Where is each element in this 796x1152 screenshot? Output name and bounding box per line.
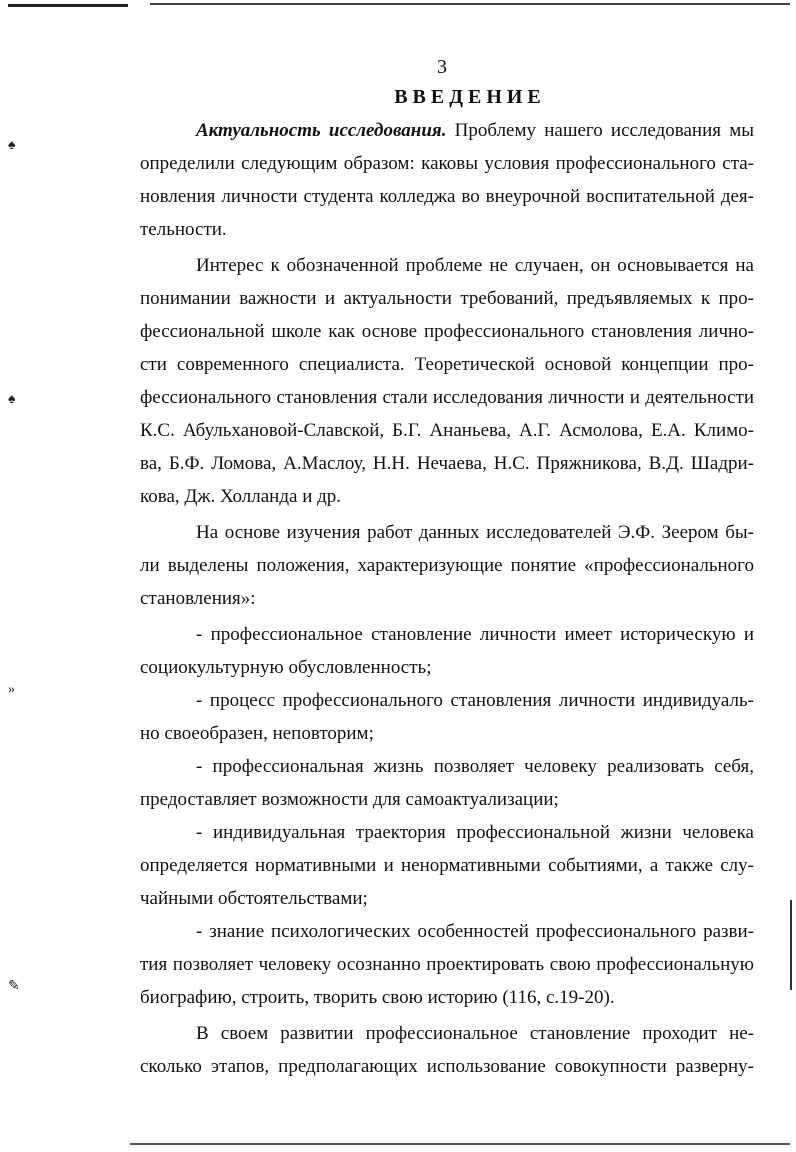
- text-line: биографию, строить, творить свою историю (116, с.19-20).: [140, 987, 615, 1008]
- text-line: К.С. Абульхановой-Славской, Б.Г. Ананьева, А.Г. Асмолова, Е.А. Климо-: [140, 420, 754, 441]
- section-heading: ВВЕДЕНИЕ: [394, 86, 546, 108]
- text-line: - процесс профессионального становления личности индивидуаль-: [196, 690, 754, 711]
- text-line: предоставляет возможности для самоактуализации;: [140, 789, 559, 810]
- scan-artifact-mark: ♠: [8, 138, 16, 153]
- text-line: - профессиональная жизнь позволяет человеку реализовать себя,: [196, 756, 754, 777]
- text-line: сколько этапов, предполагающих использование совокупности разверну-: [140, 1056, 754, 1077]
- text-line: Интерес к обозначенной проблеме не случаен, он основывается на: [196, 255, 754, 276]
- text-line: тельности.: [140, 219, 227, 240]
- text-line: новления личности студента колледжа во внеурочной воспитательной дея-: [140, 186, 754, 207]
- page-number: 3: [437, 56, 447, 78]
- text-line: фессионального становления стали исследования личности и деятельности: [140, 387, 754, 408]
- text-line: На основе изучения работ данных исследователей Э.Ф. Зеером бы-: [196, 522, 754, 543]
- text-line: - знание психологических особенностей профессионального разви-: [196, 921, 754, 942]
- text-line: ли выделены положения, характеризующие понятие «профессионального: [140, 555, 754, 576]
- intro-lead: Актуальность исследования.: [196, 120, 447, 141]
- text-line: понимании важности и актуальности требований, предъявляемых к про-: [140, 288, 754, 309]
- text-line: тия позволяет человеку осознанно проектировать свою профессиональную: [140, 954, 754, 975]
- text-line: фессиональной школе как основе профессионального становления лично-: [140, 321, 754, 342]
- scan-edge-top-left: [8, 4, 128, 7]
- text-line: Актуальность исследования. Проблему нашего исследования мы: [196, 120, 754, 141]
- body-text: [140, 114, 754, 1083]
- text-line: кова, Дж. Холланда и др.: [140, 486, 342, 507]
- text-line: В своем развитии профессиональное становление проходит не-: [196, 1023, 754, 1044]
- scan-artifact-mark: ♠: [8, 392, 16, 407]
- text-line: чайными обстоятельствами;: [140, 888, 368, 909]
- text-line: социокультурную обусловленность;: [140, 657, 432, 678]
- scan-artifact-mark: ✎: [8, 979, 20, 994]
- text-line: определяется нормативными и ненормативными событиями, а также слу-: [140, 855, 754, 876]
- text-line: сти современного специалиста. Теоретической основой концепции про-: [140, 354, 754, 375]
- scan-edge-bottom: [130, 1143, 790, 1145]
- text-line: становления»:: [140, 588, 256, 609]
- scan-edge-top: [150, 3, 790, 5]
- text-line: - профессиональное становление личности имеет историческую и: [196, 624, 754, 645]
- scan-edge-right: [790, 900, 792, 990]
- text-line: ва, Б.Ф. Ломова, А.Маслоу, Н.Н. Нечаева, Н.С. Пряжникова, В.Д. Шадри-: [140, 453, 754, 474]
- text-line: определили следующим образом: каковы условия профессионального ста-: [140, 153, 754, 174]
- text-line: но своеобразен, неповторим;: [140, 723, 374, 744]
- text-line: - индивидуальная траектория профессиональной жизни человека: [196, 822, 754, 843]
- scan-artifact-mark: »: [8, 682, 15, 697]
